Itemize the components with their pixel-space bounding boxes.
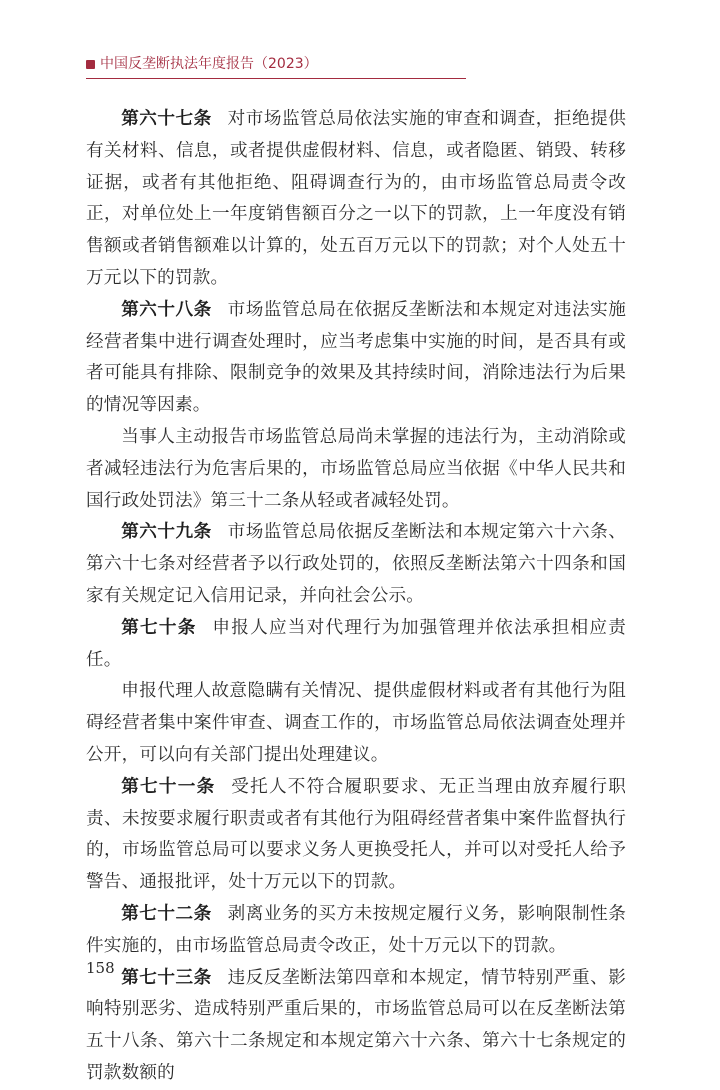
article-heading: 第七十三条 bbox=[121, 967, 212, 988]
article-heading: 第六十七条 bbox=[121, 109, 212, 129]
header-rule bbox=[86, 78, 466, 79]
article-text: 对市场监管总局依法实施的审查和调查，拒绝提供有关材料、信息，或者提供虚假材料、信息，或者隐匿、销毁、转移证据，或者有其他拒绝、阻碍调查行为的，由市场监管总局责令改正，对单位处上一年度销售额百分之一以下的罚款，上一年度没有销售额或者销售额难以计算的，处五百万元以下的罚款；对个人处五十万元以下的罚款。 bbox=[86, 109, 626, 288]
article-text: 当事人主动报告市场监管总局尚未掌握的违法行为，主动消除或者减轻违法行为危害后果的，市场监管总局应当依据《中华人民共和国行政处罚法》第三十二条从轻或者减轻处罚。 bbox=[86, 426, 626, 511]
article-heading: 第七十二条 bbox=[121, 903, 212, 924]
article-68-paragraph bbox=[86, 295, 626, 422]
running-header bbox=[86, 54, 486, 78]
article-text: 申报人应当对代理行为加强管理并依法承担相应责任。 bbox=[86, 617, 626, 670]
article-73-paragraph bbox=[86, 963, 626, 1090]
article-heading: 第六十八条 bbox=[121, 299, 212, 320]
article-70-paragraph bbox=[86, 613, 626, 677]
article-text: 市场监管总局在依据反垄断法和本规定对违法实施经营者集中进行调查处理时，应当考虑集中实施的时间，是否具有或者可能具有排除、限制竞争的效果及其持续时间，消除违法行为后果的情况等因素。 bbox=[86, 299, 626, 416]
header-title: 中国反垄断执法年度报告（2023） bbox=[100, 56, 318, 72]
article-68-continuation-paragraph bbox=[86, 422, 626, 517]
page-body bbox=[86, 104, 626, 1090]
article-67-paragraph bbox=[86, 104, 626, 295]
article-text: 申报代理人故意隐瞒有关情况、提供虚假材料或者有其他行为阻碍经营者集中案件审查、调查工作的，市场监管总局依法调查处理并公开，可以向有关部门提出处理建议。 bbox=[86, 681, 626, 765]
article-text: 违反反垄断法第四章和本规定，情节特别严重、影响特别恶劣、造成特别严重后果的，市场监管总局可以在反垄断法第五十八条、第六十二条规定和本规定第六十六条、第六十七条规定的罚款数额的 bbox=[86, 967, 626, 1083]
article-70-continuation-paragraph bbox=[86, 676, 626, 771]
page-number: 158 bbox=[86, 959, 115, 977]
article-text: 剥离业务的买方未按规定履行义务，影响限制性条件实施的，由市场监管总局责令改正，处十万元以下的罚款。 bbox=[86, 903, 626, 956]
article-text: 受托人不符合履职要求、无正当理由放弃履行职责、未按要求履行职责或者有其他行为阻碍经营者集中案件监督执行的，市场监管总局可以要求义务人更换受托人，并可以对受托人给予警告、通报批评，处十万元以下的罚款。 bbox=[86, 776, 626, 893]
article-72-paragraph bbox=[86, 899, 626, 963]
article-69-paragraph bbox=[86, 517, 626, 612]
article-71-paragraph bbox=[86, 772, 626, 899]
header-square-icon bbox=[86, 60, 95, 69]
article-heading: 第七十一条 bbox=[121, 776, 216, 797]
article-heading: 第六十九条 bbox=[121, 522, 212, 543]
article-text: 市场监管总局依据反垄断法和本规定第六十六条、第六十七条对经营者予以行政处罚的，依照反垄断法第六十四条和国家有关规定记入信用记录，并向社会公示。 bbox=[86, 522, 626, 606]
article-heading: 第七十条 bbox=[121, 617, 197, 638]
